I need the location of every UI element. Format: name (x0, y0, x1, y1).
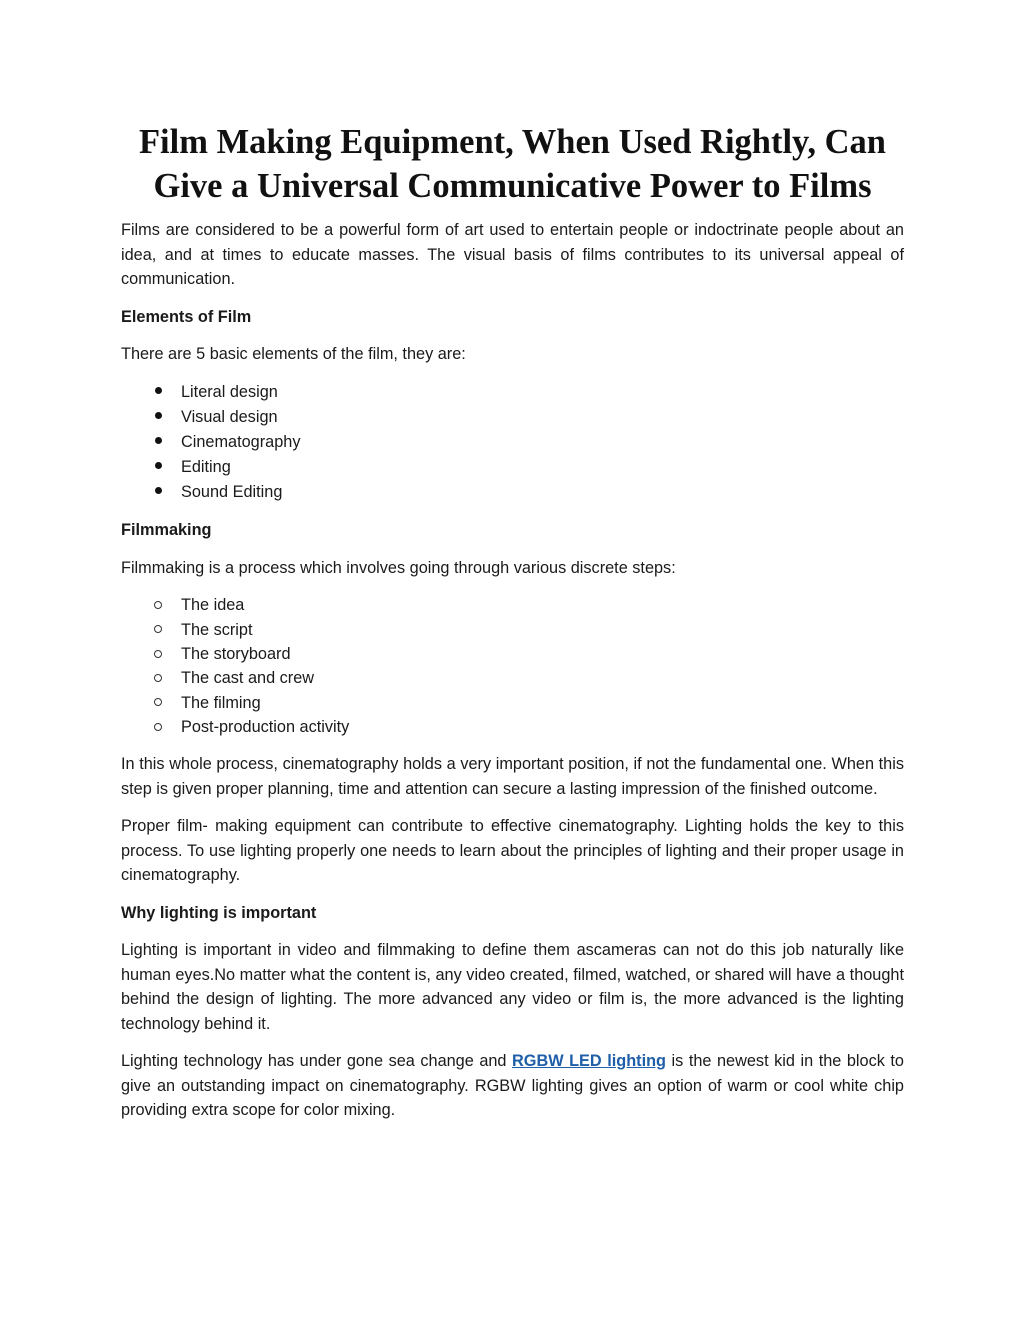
list-item-label: The idea (181, 596, 245, 615)
circle-bullet-icon (152, 642, 164, 667)
list-item (121, 455, 904, 480)
title-line-2: Give a Universal Communicative Power to Films (153, 167, 872, 205)
list-item (121, 430, 904, 455)
rgbw-text-after: is the newest kid in the block to give an outstanding impact on cinematography. RGBW lighting gives an option of warm or cool white chip providing extra scope for color mixing. (121, 1052, 904, 1120)
intro-paragraph: Films are considered to be a powerful form of art used to entertain people or indoctrinate people about an idea, and at times to educate masses. The visual basis of films contributes to its universal appeal of communication. (121, 221, 904, 288)
elements-heading: Elements of Film (121, 307, 252, 326)
filmmaking-lead: Filmmaking is a process which involves going through various discrete steps: (121, 558, 676, 577)
list-item-label: Sound Editing (181, 483, 283, 502)
circle-bullet-icon (152, 666, 164, 691)
list-item-label: The filming (181, 693, 261, 712)
list-item (121, 715, 904, 739)
document-page (121, 120, 904, 1136)
title-line-1: Film Making Equipment, When Used Rightly, Can (138, 123, 886, 161)
lighting-heading: Why lighting is important (121, 903, 317, 922)
circle-bullet-icon (152, 593, 164, 618)
circle-bullet-icon (152, 691, 164, 716)
list-item (121, 380, 904, 405)
list-item-label: Cinematography (181, 432, 301, 451)
lighting-paragraph: Lighting is important in video and filmmaking to define them ascameras can not do this job naturally like human eyes.No matter what the content is, any video created, filmed, watched, or shared will have a thought behind the design of lighting. The more advanced any video or film is, the more advanced is the lighting technology behind it. (121, 941, 904, 1033)
list-item-label: Editing (181, 458, 231, 477)
filmmaking-heading: Filmmaking (121, 521, 212, 540)
bullet-icon (152, 430, 164, 455)
list-item-label: The cast and crew (181, 669, 315, 688)
elements-lead: There are 5 basic elements of the film, they are: (121, 345, 466, 363)
list-item (121, 480, 904, 505)
filmmaking-steps-list (121, 593, 904, 739)
rgbw-paragraph (121, 1049, 904, 1123)
bullet-icon (152, 405, 164, 430)
rgbw-text-before: Lighting technology has under gone sea change and (121, 1052, 513, 1071)
list-item-label: Post-production activity (181, 717, 350, 736)
list-item-label: Visual design (181, 407, 278, 426)
list-item-label: The storyboard (181, 645, 291, 664)
list-item (121, 618, 904, 642)
list-item (121, 666, 904, 690)
rgbw-led-lighting-link[interactable]: RGBW LED lighting (512, 1052, 666, 1071)
document-title (113, 120, 912, 208)
list-item (121, 691, 904, 715)
list-item (121, 593, 904, 617)
equipment-paragraph: Proper film- making equipment can contribute to effective cinematography. Lighting holds the key to this process. To use lighting properly one needs to learn about the principles of lighting and their proper usage in cinematography. (121, 817, 904, 885)
circle-bullet-icon (152, 618, 164, 643)
list-item (121, 405, 904, 430)
list-item-label: The script (181, 620, 253, 639)
circle-bullet-icon (152, 715, 164, 740)
elements-list (121, 380, 904, 506)
bullet-icon (152, 380, 164, 405)
bullet-icon (152, 455, 164, 480)
bullet-icon (152, 480, 164, 505)
list-item-label: Literal design (181, 382, 278, 401)
cinematography-paragraph: In this whole process, cinematography holds a very important position, if not the fundamental one. When this step is given proper planning, time and attention can secure a lasting impression of the finished outcome. (121, 755, 904, 798)
list-item (121, 642, 904, 666)
